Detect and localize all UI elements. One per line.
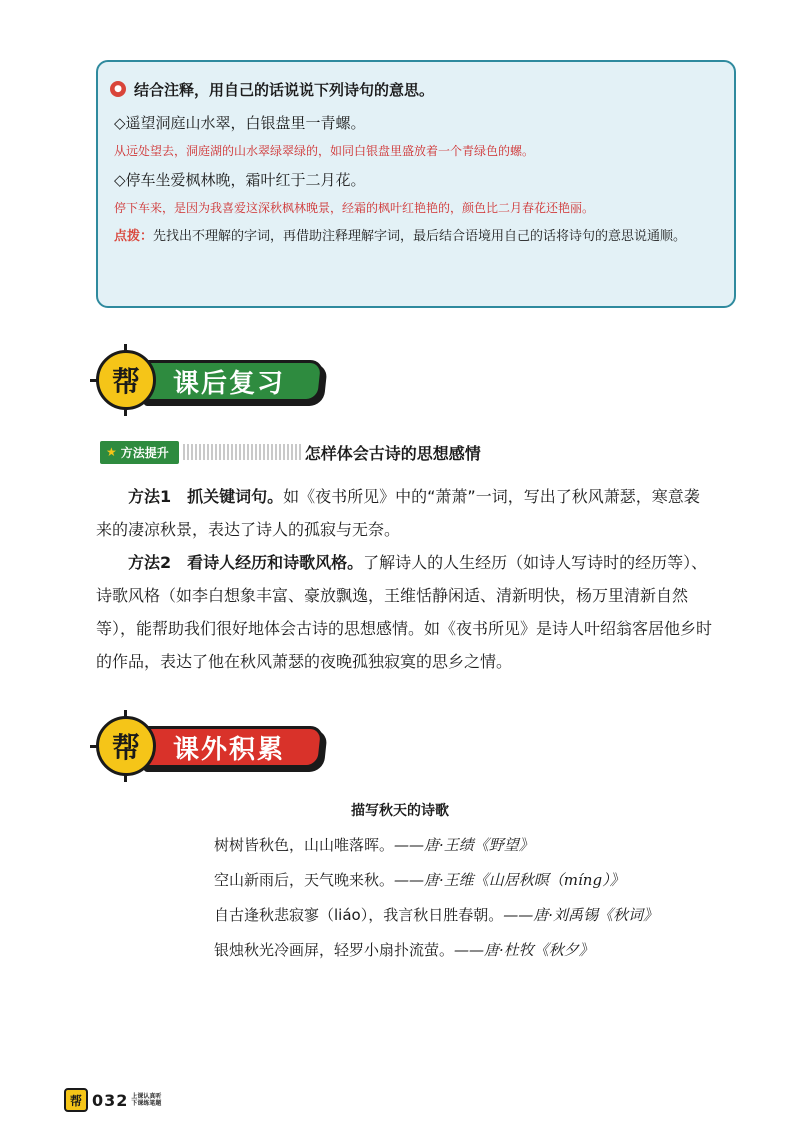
poem-source: ——唐·刘禹锡《秋词》: [503, 906, 658, 924]
extra-badge: 帮: [96, 716, 156, 776]
method-title: 怎样体会古诗的思想感情: [304, 443, 481, 463]
verse-2: ◇停车坐爱枫林晚，霜叶红于二月花。: [114, 171, 366, 189]
star-icon: ★: [106, 445, 117, 459]
method-2-paragraph: [96, 546, 712, 678]
method-stripe: [183, 444, 301, 460]
poem-line-2: [214, 869, 625, 890]
extra-title: 课外积累: [173, 734, 286, 765]
page-number: 032: [92, 1090, 129, 1110]
poem-line-1: [214, 834, 534, 855]
poem-line-4: [214, 939, 594, 960]
poem-source: ——唐·王绩《野望》: [394, 836, 534, 854]
hint-text: 先找出不理解的字词，再借助注释理解字词，最后结合语境用自己的话将诗句的意思说通顺。: [153, 229, 687, 244]
poems-title: 描写秋天的诗歌: [351, 803, 449, 819]
verse-1: ◇遥望洞庭山水翠，白银盘里一青螺。: [114, 114, 366, 132]
poem-line-3: [214, 904, 658, 925]
series-line-2: 下课练笔题: [131, 1100, 162, 1107]
poem-source: ——唐·杜牧《秋夕》: [454, 941, 594, 959]
hint-label: 点拨：: [114, 229, 154, 244]
review-section-banner: [96, 350, 336, 414]
exercise-header: [110, 76, 716, 102]
method-row: [100, 440, 700, 464]
method-2-text: 了解诗人的人生经历（如诗人写诗时的经历等）、诗歌风格（如李白想象丰富、豪放飘逸，王维恬静闲适、清新明快，杨万里清新自然等），能帮助我们很好地体会古诗的思想感情。如《夜书所见》是诗人叶绍翁客居他乡时的作品，表达了他在秋风萧瑟的夜晚孤独寂寞的思乡之情。: [96, 553, 713, 671]
series-name: [131, 1093, 161, 1107]
method-1-text: 如《夜书所见》中的“萧萧”一词，写出了秋风萧瑟，寒意袭来的凄凉秋景，表达了诗人的孤寂与无奈。: [96, 487, 700, 539]
answer-1: 从远处望去，洞庭湖的山水翠绿翠绿的，如同白银盘里盛放着一个青绿色的螺。: [114, 144, 535, 158]
poem-text: 银烛秋光冷画屏，轻罗小扇扑流萤。: [214, 941, 455, 959]
extra-section-banner: [96, 716, 336, 780]
series-line-1: 上课认真听: [131, 1093, 162, 1100]
footer-logo-icon: 帮: [64, 1088, 88, 1112]
review-plate: [140, 360, 324, 402]
poem-source: ——唐·王维《山居秋暝（míng）》: [394, 871, 625, 889]
poem-text: 自古逢秋悲寂寥（liáo），我言秋日胜春朝。: [214, 906, 504, 924]
method-1-label: 方法1 抓关键词句。: [128, 487, 284, 506]
exercise-box: [96, 60, 736, 308]
method-2-label: 方法2 看诗人经历和诗歌风格。: [128, 553, 364, 572]
poem-text: 树树皆秋色，山山唯落晖。: [214, 836, 395, 854]
method-tag-label: 方法提升: [120, 445, 169, 460]
page-footer: [64, 1088, 161, 1112]
method-1-paragraph: [96, 480, 712, 546]
poem-text: 空山新雨后，天气晚来秋。: [214, 871, 395, 889]
exercise-instruction: 结合注释，用自己的话说说下列诗句的意思。: [134, 80, 435, 99]
extra-plate: [140, 726, 324, 768]
answer-2: 停下车来，是因为我喜爱这深秋枫林晚景，经霜的枫叶红艳艳的，颜色比二月春花还艳丽。: [114, 201, 595, 215]
hint: [110, 222, 716, 252]
review-badge: 帮: [96, 350, 156, 410]
exercise-badge-icon: ●: [110, 81, 126, 97]
review-title: 课后复习: [173, 368, 286, 399]
method-tag: [100, 441, 179, 464]
